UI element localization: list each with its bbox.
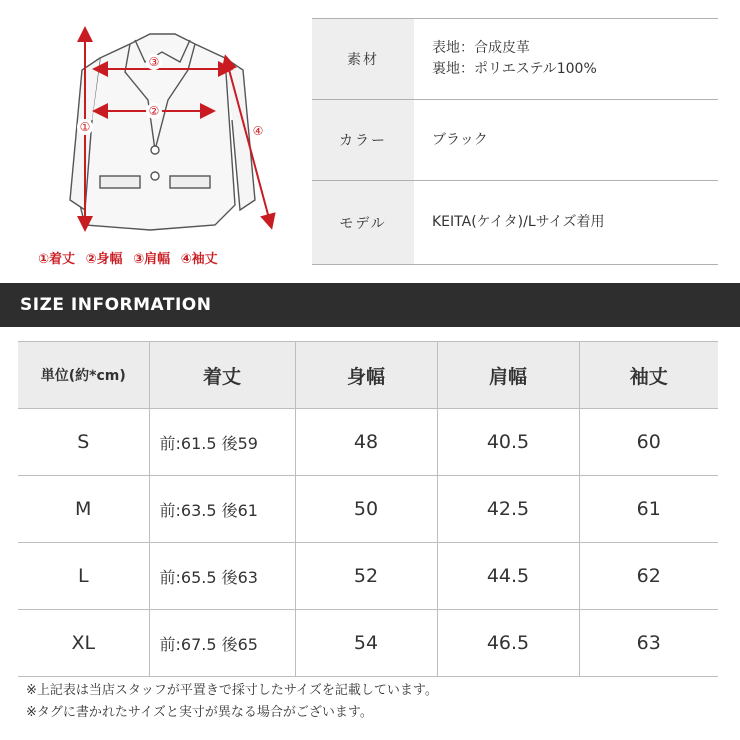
table-cell: 61 bbox=[579, 476, 718, 543]
spec-key: モデル bbox=[312, 181, 414, 265]
size-table bbox=[18, 341, 718, 677]
jacket-measurement-diagram bbox=[0, 0, 290, 280]
table-cell: 44.5 bbox=[437, 543, 579, 610]
table-cell: 52 bbox=[295, 543, 437, 610]
marker-1: ① bbox=[79, 120, 91, 134]
product-spec-table bbox=[312, 18, 718, 265]
measurement-legend bbox=[38, 248, 278, 267]
table-row bbox=[18, 610, 718, 677]
table-cell: 63 bbox=[579, 610, 718, 677]
notes bbox=[26, 680, 438, 724]
legend-item: ③肩幅 bbox=[133, 252, 171, 267]
legend-item: ①着丈 bbox=[38, 252, 76, 267]
table-cell: 54 bbox=[295, 610, 437, 677]
table-cell: 62 bbox=[579, 543, 718, 610]
legend-item: ②身幅 bbox=[85, 252, 123, 267]
size-label: XL bbox=[18, 610, 149, 677]
table-row bbox=[18, 476, 718, 543]
spec-value: ブラック bbox=[414, 100, 718, 181]
size-label: M bbox=[18, 476, 149, 543]
spec-key: カラー bbox=[312, 100, 414, 181]
header-length: 着丈 bbox=[149, 342, 295, 409]
table-row bbox=[18, 543, 718, 610]
table-cell: 48 bbox=[295, 409, 437, 476]
marker-2: ② bbox=[148, 104, 160, 118]
header-width: 身幅 bbox=[295, 342, 437, 409]
table-cell: 前:67.5 後65 bbox=[149, 610, 295, 677]
spec-key: 素材 bbox=[312, 19, 414, 100]
spec-value bbox=[414, 19, 718, 100]
spec-line: 表地：合成皮革 bbox=[432, 40, 530, 56]
size-table-header bbox=[18, 342, 718, 409]
spec-line: 裏地：ポリエステル100% bbox=[432, 61, 597, 77]
table-cell: 46.5 bbox=[437, 610, 579, 677]
marker-4: ④ bbox=[252, 124, 264, 138]
note-line: ※タグに書かれたサイズと実寸が異なる場合がございます。 bbox=[26, 705, 373, 720]
legend-item: ④袖丈 bbox=[180, 252, 218, 267]
size-label: L bbox=[18, 543, 149, 610]
size-information-banner: SIZE INFORMATION bbox=[0, 283, 740, 327]
header-sleeve: 袖丈 bbox=[579, 342, 718, 409]
table-cell: 42.5 bbox=[437, 476, 579, 543]
table-cell: 前:61.5 後59 bbox=[149, 409, 295, 476]
table-cell: 前:65.5 後63 bbox=[149, 543, 295, 610]
note-line: ※上記表は当店スタッフが平置きで採寸したサイズを記載しています。 bbox=[26, 683, 438, 698]
table-cell: 前:63.5 後61 bbox=[149, 476, 295, 543]
header-unit: 単位(約*cm) bbox=[18, 342, 149, 409]
size-label: S bbox=[18, 409, 149, 476]
marker-3: ③ bbox=[148, 55, 160, 69]
table-cell: 40.5 bbox=[437, 409, 579, 476]
table-cell: 60 bbox=[579, 409, 718, 476]
spec-value: KEITA(ケイタ)/Lサイズ着用 bbox=[414, 181, 718, 265]
table-cell: 50 bbox=[295, 476, 437, 543]
table-row bbox=[18, 409, 718, 476]
header-shoulder: 肩幅 bbox=[437, 342, 579, 409]
